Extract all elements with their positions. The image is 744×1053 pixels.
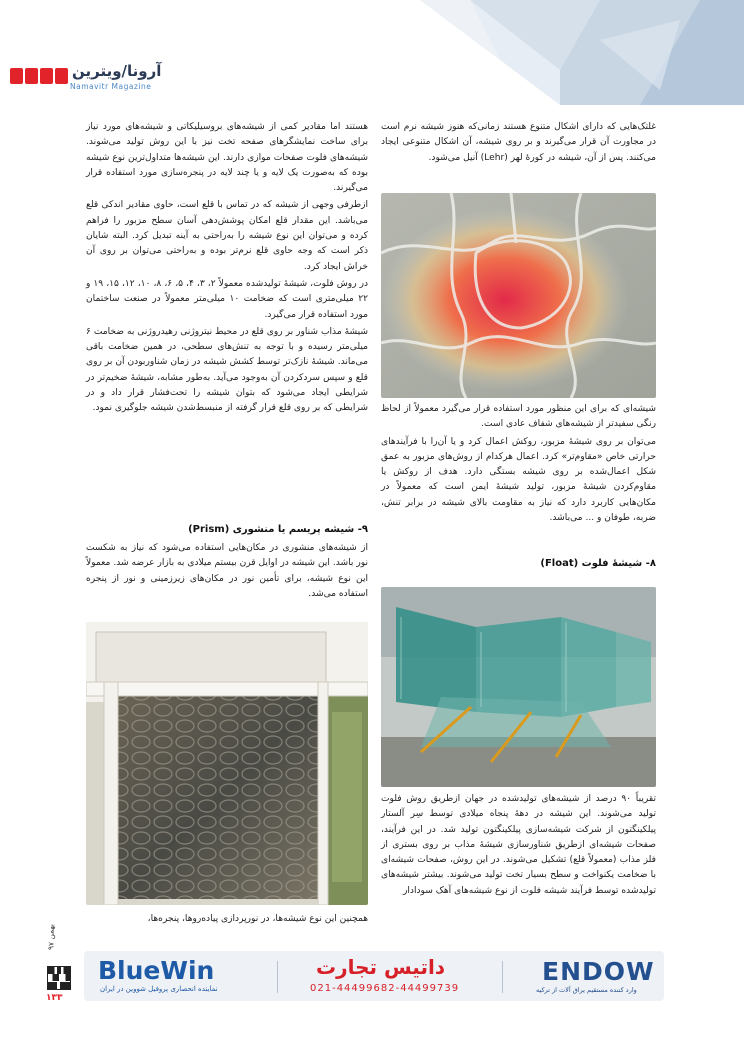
left-column-prism-text xyxy=(86,541,368,604)
datis-phone: 021-44499682-44499739 xyxy=(310,983,460,994)
prism-window-illustration xyxy=(86,622,368,905)
logo-mark xyxy=(10,68,68,84)
paragraph: هستند اما مقادیر کمی از شیشه‌های بروسیلیکاتی و شیشه‌های مورد نیاز برای ساخت نمایشگرهای صفحه تخت نیز با این روش تولید می‌شوند. شیشه‌های فلوت صفحات موازی دارند. این شیشه‌ها متداول‌ترین نوع شیشه بوده که به‌صورت یک لایه و یا چند لایه در پنجره‌سازی مورد استفاده قرار می‌گیرند. xyxy=(86,122,368,194)
right-column-float-text xyxy=(381,792,656,901)
issue-label xyxy=(44,912,58,962)
endow-subtitle: وارد کننده مستقیم یراق آلات از ترکیه xyxy=(536,986,637,994)
paragraph: شیشه‌ای که برای این منظور مورد استفاده قرار می‌گیرد معمولاً از لحاظ رنگی سفیدتر از شیشه‌های شفاف عادی است. xyxy=(381,404,656,430)
logo-name: آرونا/ویترین xyxy=(72,62,162,80)
qr-code-icon[interactable] xyxy=(47,966,71,990)
bluewin-logo: BlueWin xyxy=(98,956,215,985)
paragraph: ازطرفی وجهی از شیشه که در تماس با قلع است، حاوی مقادیر اندکی قلع می‌باشد. این مقدار قلع امکان پوشش‌دهی آسان سطح مزبور را فراهم کرده و می‌توان این نوع شیشه را به‌راحتی به آینه تبدیل کرد. البته شایان ذکر است که وجه حاوی قلع نرم‌تر بوده و به‌راحتی می‌توان بر روی آن خراش ایجاد کرد. xyxy=(86,200,368,272)
float-glass-illustration xyxy=(381,587,656,787)
magazine-logo[interactable] xyxy=(10,60,180,96)
section-heading-prism: ۹- شیشه پریسم یا منشوری (Prism) xyxy=(188,524,368,535)
paragraph: از شیشه‌های منشوری در مکان‌هایی استفاده می‌شود که نیاز به شکست نور باشد. این شیشه در اوایل قرن بیستم میلادی به بازار عرضه شد. معمولاً این نوع شیشه، برای تأمین نور در مکان‌های زیرزمینی و نور از پنجره استفاده می‌شد. xyxy=(86,543,368,599)
page-number: ۱۳۳ xyxy=(46,993,63,1003)
paragraph: می‌توان بر روی شیشهٔ مزبور، روکش اعمال کرد و یا آن‌را با فرآیندهای حرارتی خاص «مقاوم‌تر» کرد. اعمال هرکدام از روش‌های مزبور به عمق شکل اعمال‌شده بر روی شیشه بستگی دارد. هدف از روکش یا مقاوم‌کردن شیشهٔ مزبور، تولید شیشهٔ ایمن است که معمولاً در مکان‌هایی کاربرد دارد که نیاز به مقاومت بالای شیشه در برابر تنش، ضربه، طوفان و ... می‌باشد. xyxy=(381,436,656,524)
right-column-intro xyxy=(381,120,656,168)
bluewin-subtitle: نماینده انحصاری پروفیل شووین در ایران xyxy=(100,985,218,993)
datis-logo: داتیس تجارت xyxy=(316,955,446,979)
pattern-glass-photo xyxy=(381,193,656,398)
paragraph: شیشهٔ مذاب شناور بر روی قلع در محیط نیتروژنی رهیدروژنی به ضخامت ۶ میلی‌متر رسیده و با توجه به تنش‌های سطحی، در همین ضخامت باقی می‌ماند. شیشهٔ نازک‌تر توسط کشش شیشه در زمان شناوربودن آن بر روی قلع و سپس سردکردن آن به‌وجود می‌آید. به‌طور مشابه، شیشهٔ ضخیم‌تر در شرایطی ایجاد می‌شود که بتوان شیشه را تحت‌فشار قرار داد و در شرایطی که بر روی قلع قرار گرفته از منبسط‌شدن شیشه جلوگیری نمود. xyxy=(86,326,368,414)
right-column-middle xyxy=(381,402,656,528)
divider xyxy=(502,961,503,993)
pattern-glass-illustration xyxy=(381,193,656,398)
paragraph: تقریباً ۹۰ درصد از شیشه‌های تولیدشده در جهان ازطریق روش فلوت تولید می‌شوند. این شیشه در دههٔ پنجاه میلادی توسط سِر آلستار پیلکینگتون از شرکت شیشه‌سازی پیلکینگتون تولید شد. در این فرآیند، صفحات شیشه‌ای ازطریق شناورسازی شیشهٔ مذاب بر روی بستری از فلز مذاب (معمولاً قلع) تشکیل می‌شوند. در این روش، صفحات شیشه‌ای با ضخامت یکنواخت و سطح بسیار تخت تولید می‌شوند. بیشتر شیشه‌های تولیدشده توسط فرآیند شیشه فلوت از نوع شیشه‌های آهک سودادار xyxy=(381,794,656,896)
issue-text: بهمن ۹۷ xyxy=(46,923,56,951)
paragraph: غلتک‌هایی که دارای اشکال متنوع هستند زمانی‌که هنوز شیشه نرم است در مجاورت آن قرار می‌گیرند و بر روی شیشه، آن اشکال متنوعی ایجاد می‌کنند. پس از آن، شیشه در کورهٔ لهر (Lehr) آنیل می‌شود. xyxy=(381,122,656,163)
left-column-text xyxy=(86,120,368,419)
section-heading-float: ۸- شیشهٔ فلوت (Float) xyxy=(540,558,656,569)
paragraph: همچنین این نوع شیشه‌ها، در نورپردازی پیاده‌روها، پنجره‌ها، xyxy=(147,914,368,924)
float-glass-photo xyxy=(381,587,656,787)
endow-logo: ENDOW xyxy=(542,957,655,986)
logo-subtitle: Namavitr Magazine xyxy=(70,82,152,91)
prism-window-photo xyxy=(86,622,368,905)
footer-ad-banner[interactable] xyxy=(84,951,664,1001)
paragraph: در روش فلوت، شیشهٔ تولیدشده معمولاً ۲، ۳، ۴، ۵، ۶، ۸، ۱۰، ۱۲، ۱۵، ۱۹ و ۲۲ میلی‌متری است که ضخامت ۱۰ میلی‌متر معمولاً در صنعت ساختمان مورد استفاده قرار می‌گیرد. xyxy=(86,278,369,320)
divider xyxy=(277,961,278,993)
left-column-last-line xyxy=(86,912,368,929)
